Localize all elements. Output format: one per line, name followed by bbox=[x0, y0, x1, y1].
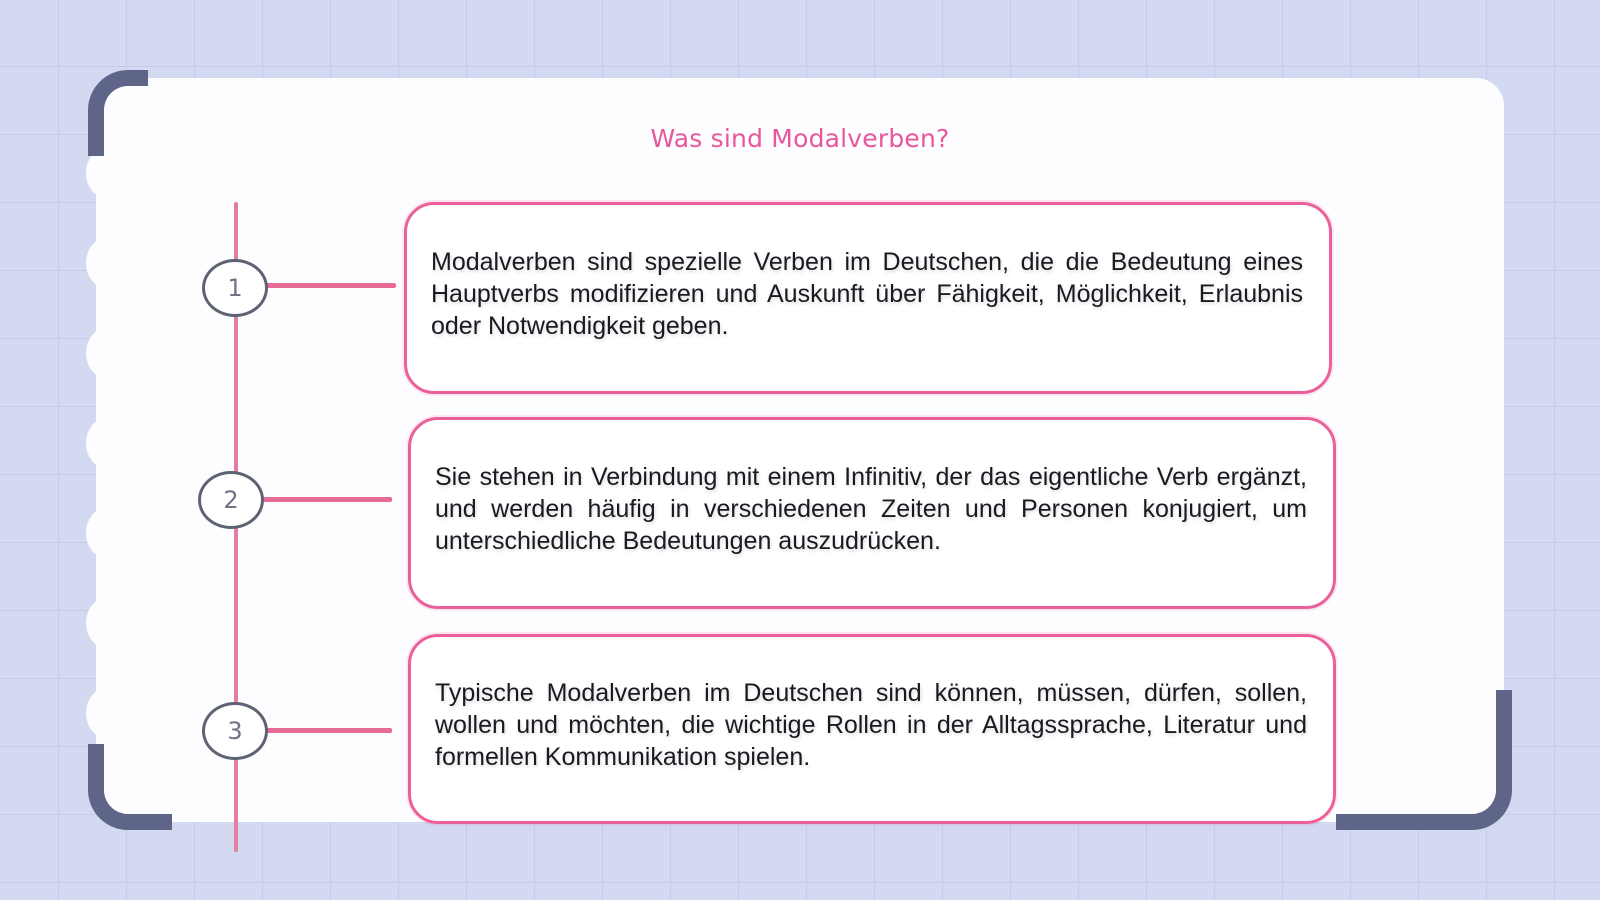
card-scallop bbox=[86, 418, 126, 468]
card-scallop bbox=[86, 328, 126, 378]
step-box-3 bbox=[408, 634, 1336, 824]
step-number-circle: 3 bbox=[202, 702, 268, 760]
step-number-circle: 2 bbox=[198, 471, 264, 529]
step-text: Sie stehen in Verbindung mit einem Infinitiv, der das eigentliche Verb ergänzt, und werden häufig in verschiedenen Zeiten und Personen konjugiert, um unterschiedliche Bedeutungen auszudrücken. bbox=[435, 463, 1307, 555]
step-connector bbox=[260, 497, 392, 502]
step-number-circle: 1 bbox=[202, 259, 268, 317]
step-box-2 bbox=[408, 417, 1336, 609]
step-connector bbox=[264, 728, 392, 733]
card-scallop bbox=[86, 508, 126, 558]
step-box-1 bbox=[404, 202, 1332, 394]
card-scallop bbox=[86, 598, 126, 648]
card-scallop bbox=[86, 238, 126, 288]
corner-bracket-bottom-right bbox=[1336, 690, 1512, 830]
step-text: Modalverben sind spezielle Verben im Deutschen, die die Bedeutung eines Hauptverbs modifizieren und Auskunft über Fähigkeit, Möglichkeit, Erlaubnis oder Notwendigkeit geben. bbox=[431, 248, 1303, 340]
corner-bracket-bottom-left bbox=[88, 744, 172, 830]
slide-title: Was sind Modalverben? bbox=[650, 124, 950, 153]
card-scallop bbox=[86, 688, 126, 738]
step-text: Typische Modalverben im Deutschen sind können, müssen, dürfen, sollen, wollen und möchten, die wichtige Rollen in der Alltagssprache, Literatur und formellen Kommunikation spielen. bbox=[435, 679, 1307, 771]
step-connector bbox=[264, 283, 396, 288]
